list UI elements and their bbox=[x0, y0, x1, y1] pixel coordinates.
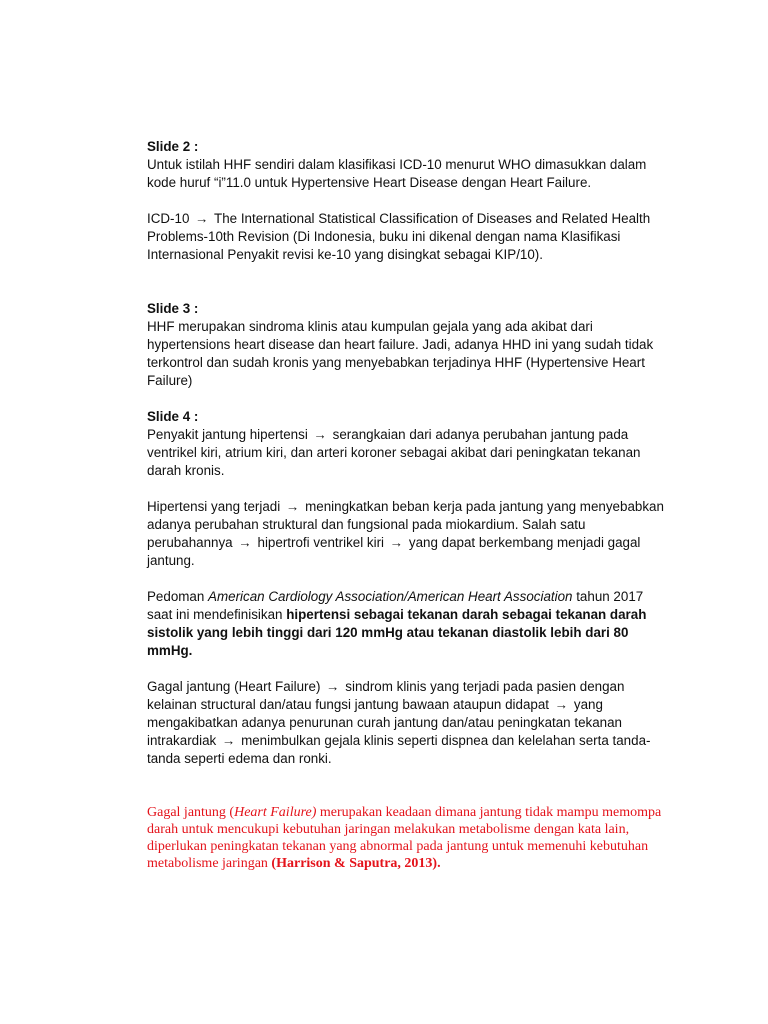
definition-text: serangkaian dari adanya perubahan jantung pada ventrikel kiri, atrium kiri, dan arteri koroner sebagai akibat dari peningkatan tekanan darah kronis. bbox=[147, 427, 641, 478]
body-text: Pedoman bbox=[147, 589, 209, 604]
icd-10-term: ICD-10 bbox=[147, 211, 190, 226]
slide-2-paragraph-1: Untuk istilah HHF sendiri dalam klasifikasi ICD-10 menurut WHO dimasukkan dalam kode huruf “i”11.0 untuk Hypertensive Heart Disease dengan Heart Failure. bbox=[147, 157, 647, 190]
arrow-right-icon: → bbox=[238, 535, 252, 550]
quote-text: merupakan keadaan dimana jantung tidak mampu memompa darah untuk mencukupi kebutuhan jaringan melakukan metabolisme dengan kata lain, diperlukan peningkatan tekanan yang abnormal pada jantung untuk memenuhi kebutuhan metabolisme jaringan bbox=[147, 805, 662, 871]
heart-failure-quote bbox=[147, 804, 668, 872]
icd-10-definition: The International Statistical Classification of Diseases and Related Health Problems-10th Revision (Di Indonesia, buku ini dikenal dengan nama Klasifikasi Internasional Penyakit revisi ke-10 yang disingkat sebagai KIP/10). bbox=[147, 211, 651, 262]
definition-text: sindrom klinis yang terjadi pada pasien dengan kelainan structural dan/atau fungsi jantung bawaan ataupun didapat bbox=[147, 679, 625, 712]
arrow-right-icon: → bbox=[389, 535, 404, 550]
term-text: Penyakit jantung hipertensi bbox=[147, 427, 308, 442]
slide-4-paragraph-3 bbox=[147, 588, 668, 660]
quote-citation: (Harrison & Saputra, 2013). bbox=[271, 856, 441, 871]
arrow-right-icon: → bbox=[195, 211, 209, 226]
definition-text: yang mengakibatkan adanya penurunan curah jantung dan/atau peningkatan tekanan intrakardiak bbox=[147, 697, 623, 748]
slide-4-section bbox=[147, 408, 668, 768]
term-text: Hipertensi yang terjadi bbox=[147, 499, 281, 514]
arrow-right-icon: → bbox=[221, 733, 236, 748]
slide-4-title: Slide 4 : bbox=[147, 409, 199, 424]
term-text: Gagal jantung (Heart Failure) bbox=[147, 679, 321, 694]
slide-2-title: Slide 2 : bbox=[147, 139, 199, 154]
definition-text: hipertrofi ventrikel kiri bbox=[257, 535, 385, 550]
slide-2-section bbox=[147, 138, 668, 264]
quote-text: Gagal jantung ( bbox=[147, 805, 235, 820]
body-text: tahun 2017 saat ini mendefinisikan bbox=[147, 589, 644, 622]
italic-text: American Cardiology Association/American Heart Association bbox=[208, 589, 573, 604]
slide-3-title: Slide 3 : bbox=[147, 301, 199, 316]
definition-text: meningkatkan beban kerja pada jantung yang menyebabkan adanya perubahan struktural dan fungsional pada miokardium. Salah satu perubahannya bbox=[147, 499, 664, 550]
arrow-right-icon: → bbox=[326, 679, 340, 694]
bold-text: hipertensi sebagai tekanan darah sebagai tekanan darah sistolik yang lebih tinggi dari 120 mmHg atau tekanan diastolik lebih dari 80 mmHg. bbox=[147, 607, 647, 658]
definition-text: yang dapat berkembang menjadi gagal jantung. bbox=[147, 535, 641, 568]
slide-3-paragraph-1: HHF merupakan sindroma klinis atau kumpulan gejala yang ada akibat dari hypertensions heart disease dan heart failure. Jadi, adanya HHD ini yang sudah tidak terkontrol dan sudah kronis yang menyebabkan terjadinya HHF (Hypertensive Heart Failure) bbox=[147, 319, 654, 388]
arrow-right-icon: → bbox=[313, 427, 327, 442]
arrow-right-icon: → bbox=[285, 499, 300, 514]
slide-4-paragraph-2 bbox=[147, 498, 668, 570]
arrow-right-icon: → bbox=[554, 697, 569, 712]
slide-2-paragraph-2 bbox=[147, 210, 668, 264]
slide-3-section bbox=[147, 300, 668, 390]
slide-4-paragraph-4 bbox=[147, 678, 668, 768]
definition-text: menimbulkan gejala klinis seperti dispnea dan kelelahan serta tanda-tanda seperti edema dan ronki. bbox=[147, 733, 651, 766]
slide-4-paragraph-1 bbox=[147, 426, 668, 480]
quote-italic-text: Heart Failure) bbox=[234, 805, 317, 820]
